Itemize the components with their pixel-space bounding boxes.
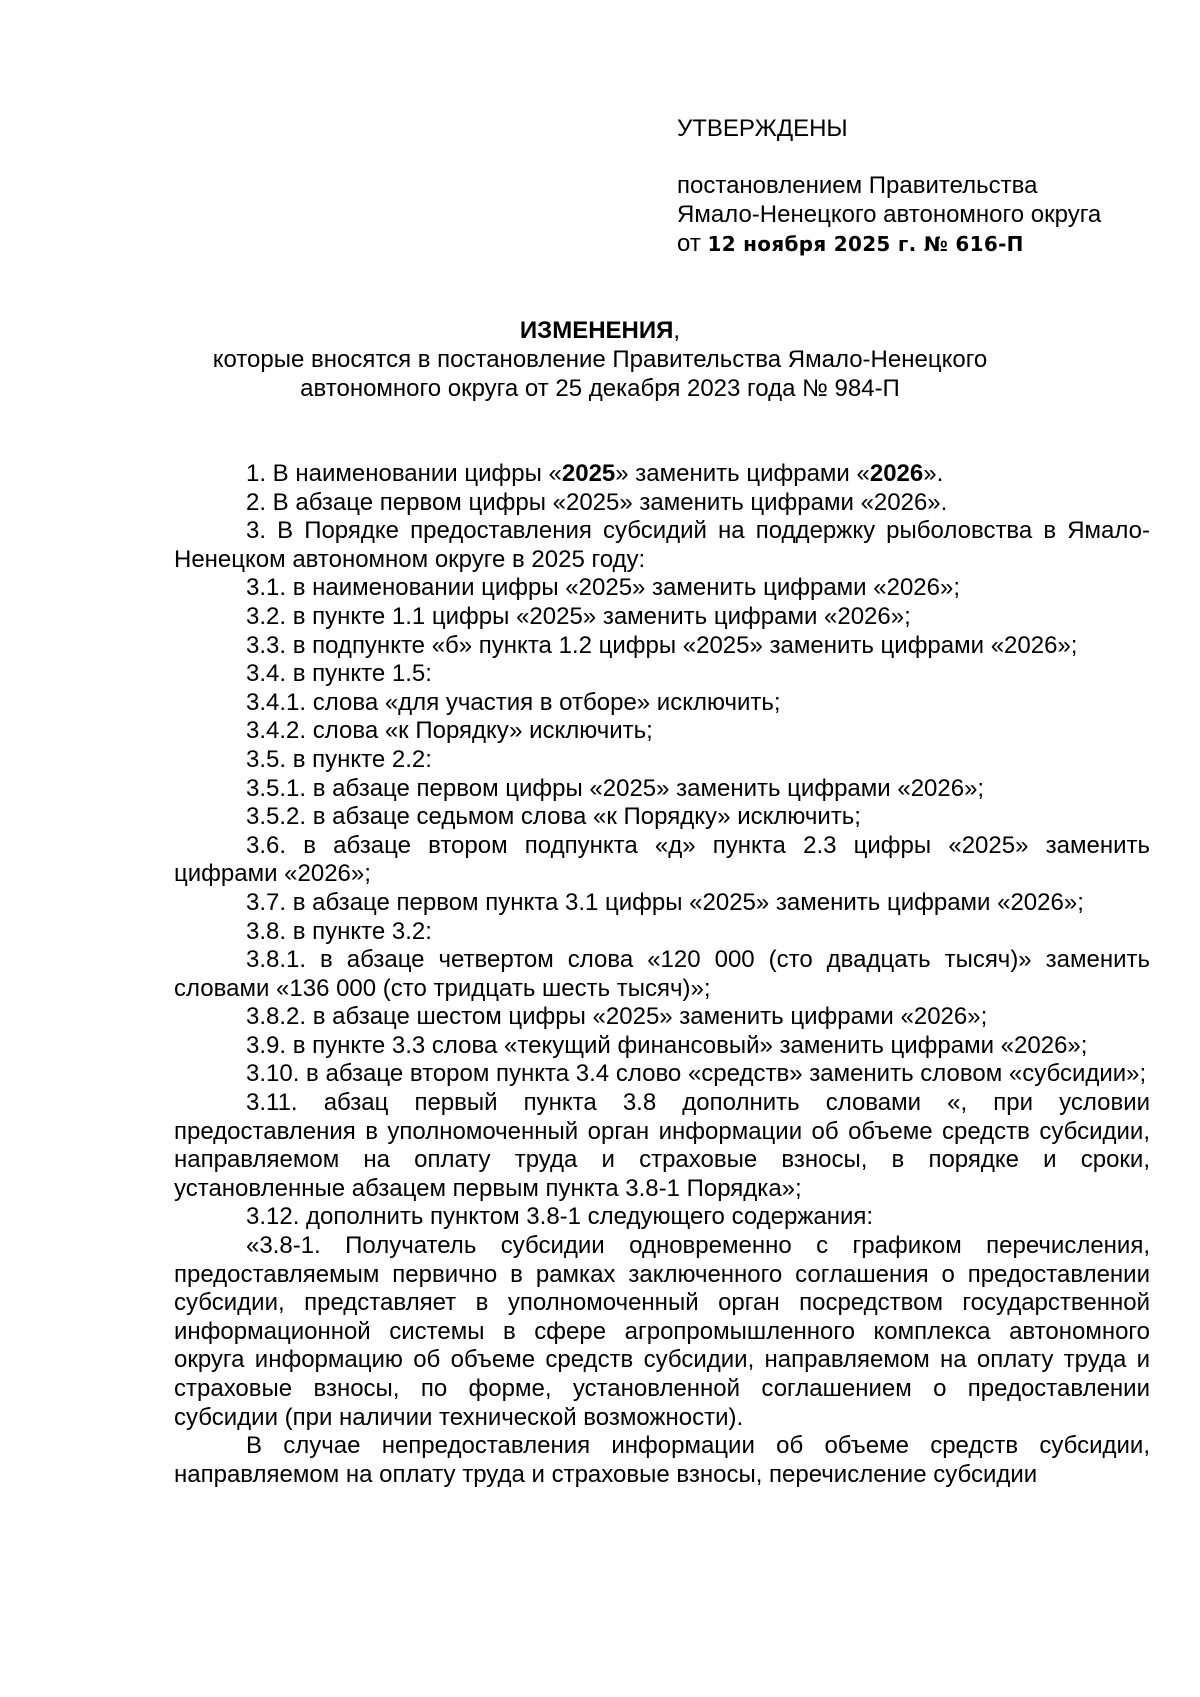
paragraph-3-11: 3.11. абзац первый пункта 3.8 дополнить словами «, при условии предоставления в уполномоченный орган информации об объеме средств субсидии, направляемом на оплату труда и страховые взносы, в порядке и сроки, установленные абзацем первым пункта 3.8-1 Порядка»; bbox=[174, 1089, 1150, 1202]
paragraph-3-2: 3.2. в пункте 1.1 цифры «2025» заменить цифрами «2026»; bbox=[246, 602, 911, 630]
paragraph-3-12: 3.12. дополнить пунктом 3.8-1 следующего содержания: bbox=[246, 1203, 874, 1231]
paragraph-3-3: 3.3. в подпункте «б» пункта 1.2 цифры «2025» заменить цифрами «2026»; bbox=[246, 631, 1078, 659]
paragraph-3-5-1: 3.5.1. в абзаце первом цифры «2025» заменить цифрами «2026»; bbox=[246, 774, 985, 802]
paragraph-2: 2. В абзаце первом цифры «2025» заменить цифрами «2026». bbox=[246, 488, 948, 516]
item1-text-c: » заменить цифрами « bbox=[615, 460, 870, 487]
paragraph-3-4-2: 3.4.2. слова «к Порядку» исключить; bbox=[246, 717, 653, 745]
document-heading bbox=[150, 316, 1050, 403]
paragraph-3-5-2: 3.5.2. в абзаце седьмом слова «к Порядку» исключить; bbox=[246, 803, 861, 831]
paragraph-3-8-1-text: «3.8-1. Получатель субсидии одновременно с графиком перечисления, предоставляемым первично в рамках заключенного соглашения о предоставлении субсидии, представляет в уполномоченный орган посредством государственной информационной системы в сфере агропромышленного комплекса автономного округа информацию об объеме средств субсидии, направляемом на оплату труда и страховые взносы, по форме, установленной соглашением о предоставлении субсидии (при наличии технической возможности). bbox=[174, 1232, 1150, 1431]
paragraph-1 bbox=[174, 460, 1150, 489]
item1-new-year: 2026 bbox=[869, 460, 924, 487]
approval-line-2: Ямало-Ненецкого автономного округа bbox=[677, 201, 1102, 228]
decree-prefix: от bbox=[677, 230, 708, 257]
paragraph-3-8: 3.8. в пункте 3.2: bbox=[246, 917, 432, 945]
heading-subtitle-1: которые вносятся в постановление Правительства Ямало-Ненецкого bbox=[212, 346, 988, 373]
paragraph-non-provision: В случае непредоставления информации об объеме средств субсидии, направляемом на оплату труда и страховые взносы, перечисление субсидии bbox=[174, 1432, 1150, 1488]
heading-title: ИЗМЕНЕНИЯ bbox=[519, 317, 674, 344]
heading-subtitle-2: автономного округа от 25 декабря 2023 года № 984-П bbox=[300, 375, 900, 402]
item1-text-a: 1. В наименовании цифры « bbox=[246, 460, 562, 487]
decree-date-number: 12 ноября 2025 г. № 616-П bbox=[707, 232, 1024, 256]
paragraph-3-6: 3.6. в абзаце втором подпункта «д» пункта 2.3 цифры «2025» заменить цифрами «2026»; bbox=[174, 831, 1150, 888]
paragraph-3-7: 3.7. в абзаце первом пункта 3.1 цифры «2025» заменить цифрами «2026»; bbox=[246, 888, 1084, 916]
approval-line-1: постановлением Правительства bbox=[677, 172, 1038, 199]
document-body bbox=[174, 460, 1150, 1489]
paragraph-3-10: 3.10. в абзаце втором пункта 3.4 слово «средств» заменить словом «субсидии»; bbox=[246, 1060, 1147, 1088]
paragraph-3: 3. В Порядке предоставления субсидий на поддержку рыболовства в Ямало-Ненецком автономном округе в 2025 году: bbox=[174, 517, 1150, 573]
approval-block bbox=[677, 114, 1197, 259]
heading-title-suffix: , bbox=[673, 317, 681, 344]
paragraph-3-5: 3.5. в пункте 2.2: bbox=[246, 745, 432, 773]
item1-text-e: ». bbox=[923, 460, 944, 487]
paragraph-3-9: 3.9. в пункте 3.3 слова «текущий финансовый» заменить цифрами «2026»; bbox=[246, 1031, 1088, 1059]
paragraph-3-4: 3.4. в пункте 1.5: bbox=[246, 660, 432, 688]
approval-title: УТВЕРЖДЕНЫ bbox=[677, 115, 848, 142]
approval-decree bbox=[677, 229, 1197, 259]
paragraph-3-4-1: 3.4.1. слова «для участия в отборе» исключить; bbox=[246, 688, 781, 716]
heading-title-line bbox=[150, 316, 1050, 345]
paragraph-3-8-2: 3.8.2. в абзаце шестом цифры «2025» заменить цифрами «2026»; bbox=[246, 1003, 988, 1031]
paragraph-3-8-1: 3.8.1. в абзаце четвертом слова «120 000 (сто двадцать тысяч)» заменить словами «136 000 (сто тридцать шесть тысяч)»; bbox=[174, 946, 1150, 1002]
item1-old-year: 2025 bbox=[561, 460, 616, 487]
paragraph-3-1: 3.1. в наименовании цифры «2025» заменить цифрами «2026»; bbox=[246, 574, 960, 602]
